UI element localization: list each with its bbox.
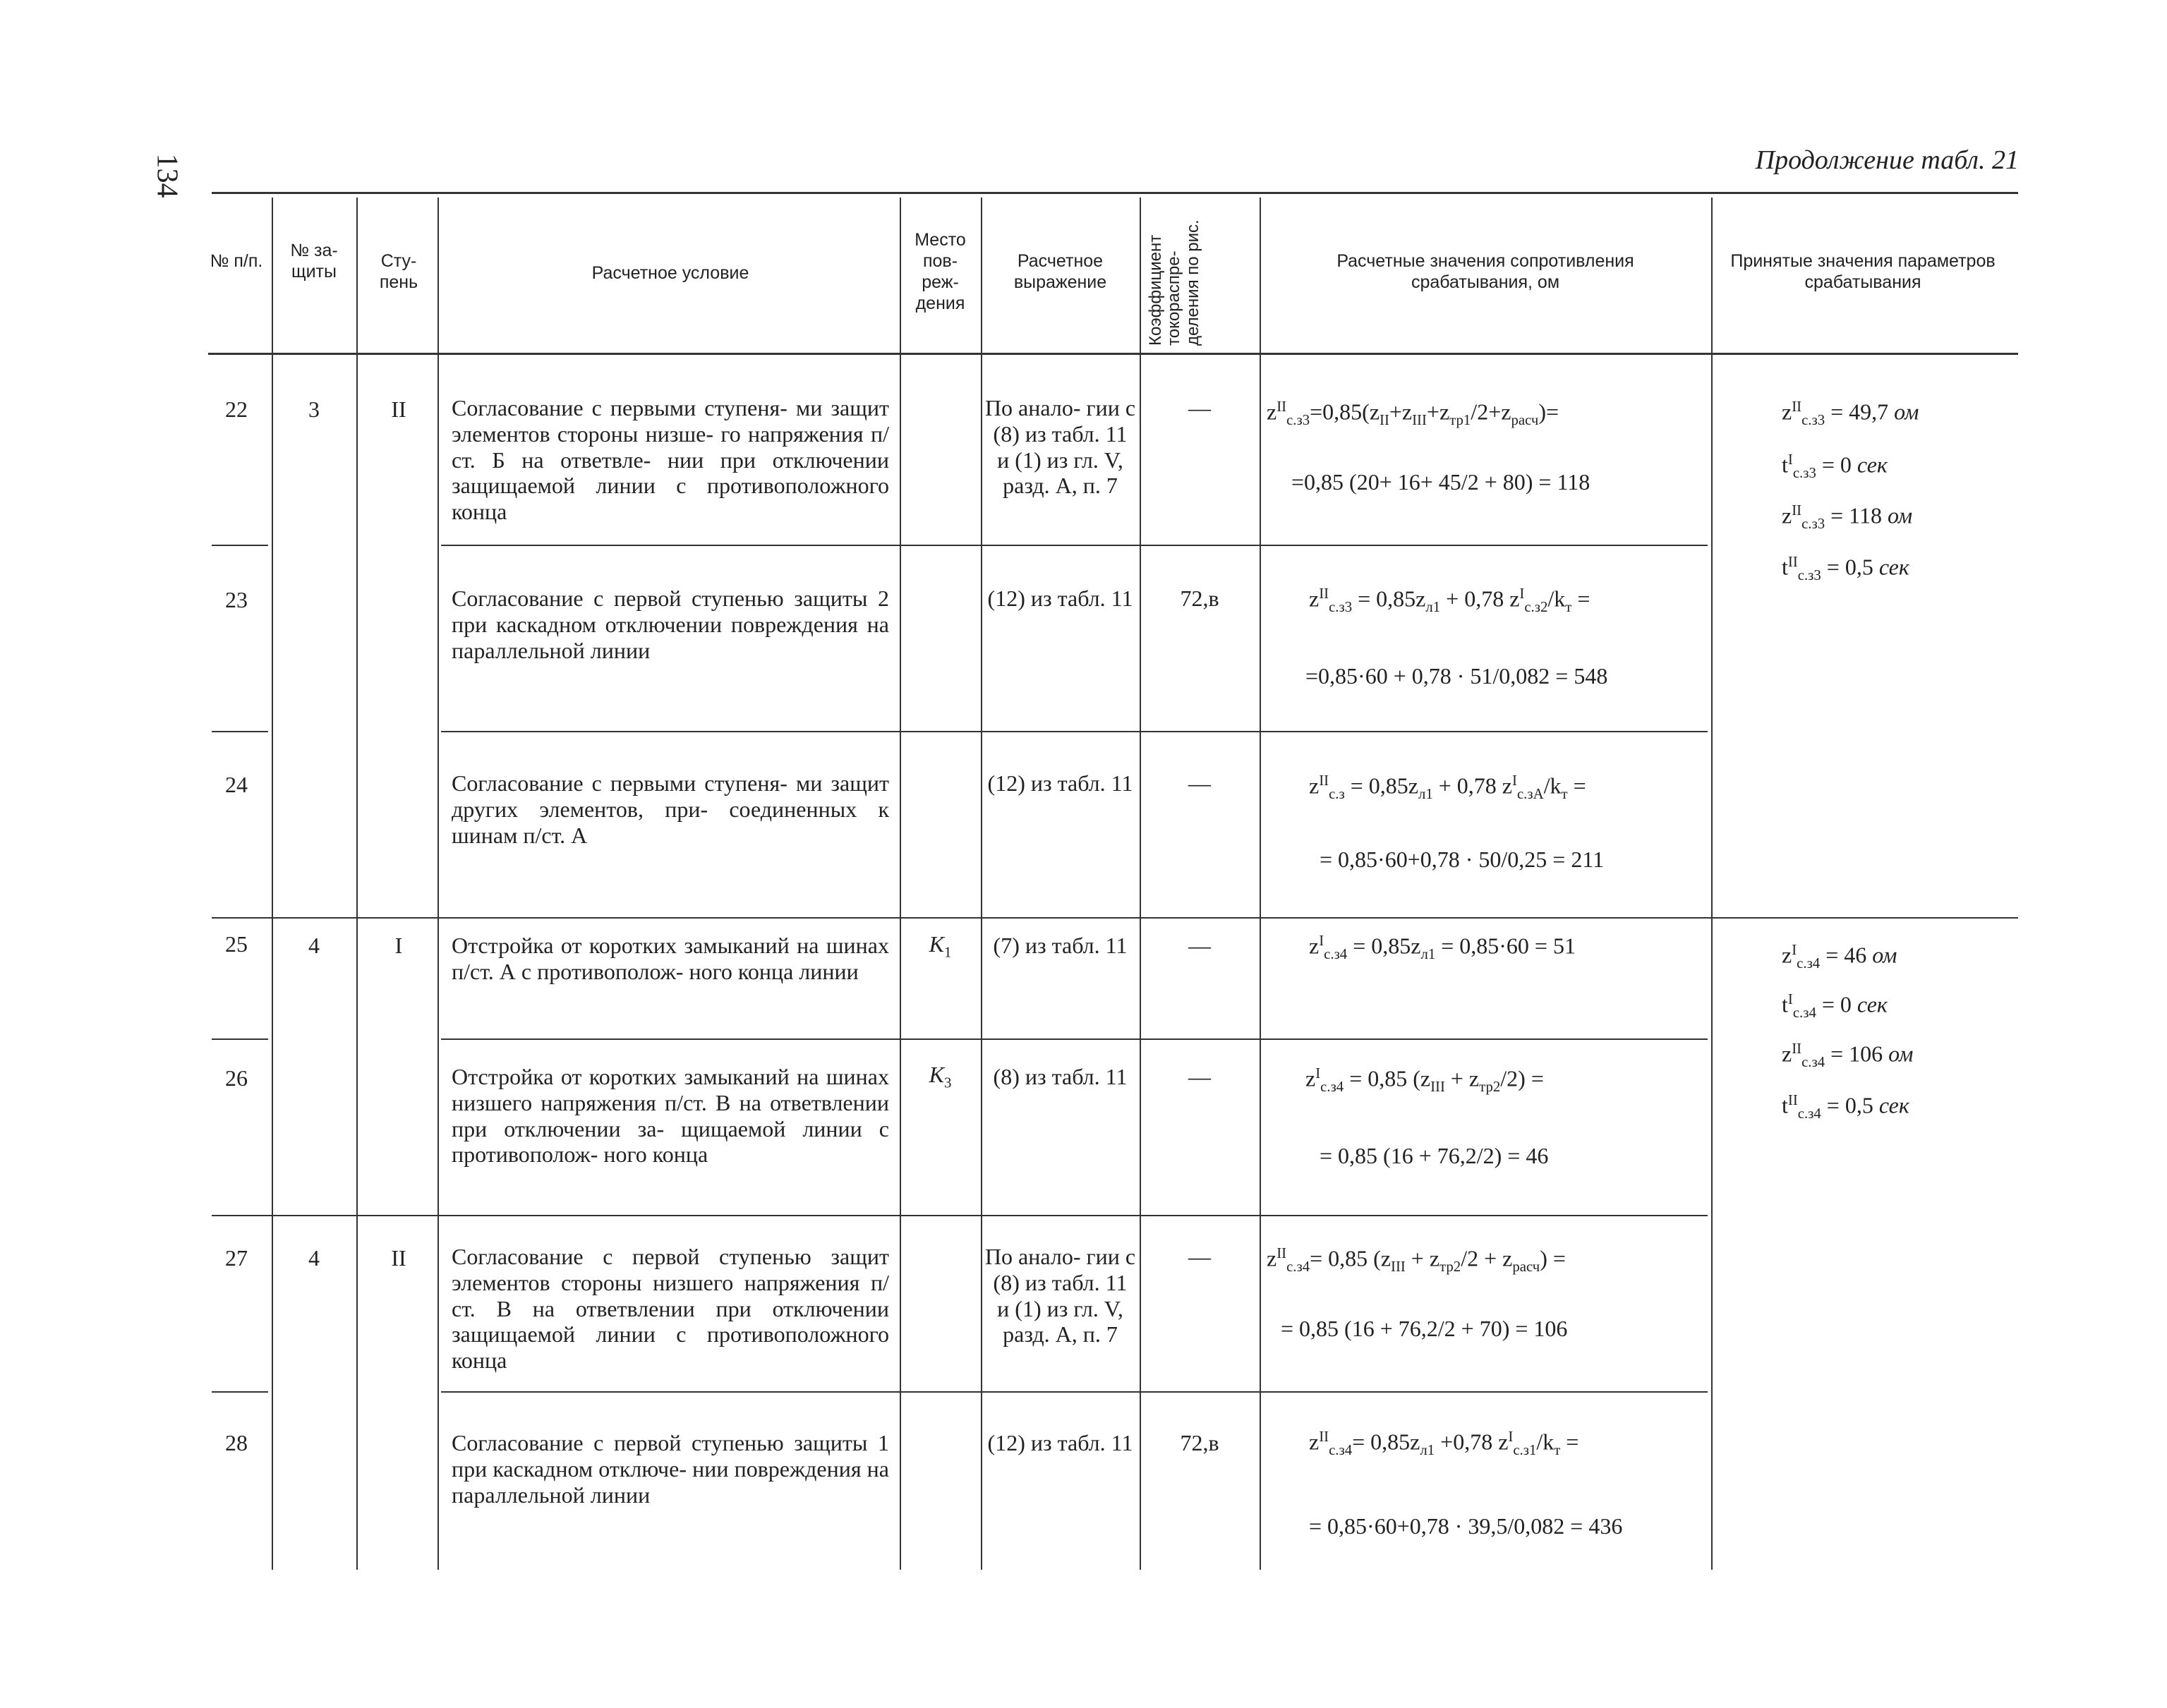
row-22-formula-2: =0,85 (20+ 16+ 45/2 + 80) = 118	[1291, 469, 1590, 495]
row-26-expression: (8) из табл. 11	[993, 1064, 1128, 1089]
row-25-stage: I	[394, 933, 403, 958]
row-25-protection: 4	[308, 933, 320, 958]
row-23-condition: Согласование с первой ступенью защиты 2 при каскадном отключении повреждения на параллельной линии	[452, 586, 889, 663]
row-25-place: $K_1$	[929, 931, 952, 961]
continuation-title: Продолжение табл. 21	[1755, 145, 2019, 175]
row-24-expression: (12) из табл. 11	[987, 770, 1133, 796]
row-separator	[212, 1215, 1708, 1216]
row-separator	[212, 731, 268, 732]
row-23-num: 23	[225, 587, 248, 612]
table-top-rule	[212, 192, 2018, 194]
row-27-coefficient: —	[1188, 1244, 1211, 1269]
row-22-formula-1: $z^{II}_{с.з3}=0,85(z_{II}+z_{III}+z_{тр1}/2+z_{расч})=$	[1267, 399, 1559, 429]
header-num: № п/п.	[210, 251, 263, 271]
col-rule	[1711, 198, 1713, 1570]
header-values: Расчетные значения сопротивления срабатывания, ом	[1336, 251, 1634, 292]
header-stage: Сту- пень	[379, 251, 418, 292]
row-24-num: 24	[225, 772, 248, 797]
row-separator	[212, 545, 268, 546]
row-25-num: 25	[225, 931, 248, 957]
row-separator	[441, 731, 1708, 732]
row-separator	[212, 917, 2018, 919]
row-25-coefficient: —	[1188, 933, 1211, 958]
row-separator	[212, 1391, 268, 1393]
row-26-place: $K_3$	[929, 1062, 952, 1091]
row-26-formula-1: $z^I_{с.з4} = 0,85$ $(z_{III} + z_{тр2}/2)$ =	[1305, 1065, 1544, 1096]
header-coefficient: Коэффициент токораспре- деления по рис.	[1146, 219, 1202, 346]
header-protection: № за- щиты	[290, 241, 338, 281]
col-rule	[437, 198, 439, 1570]
accepted-value: $t^I_{с.з4} = 0$ сек	[1782, 991, 1888, 1022]
row-23-formula-2: =0,85·60 + 0,78 · 51/0,082 = 548	[1305, 663, 1608, 689]
row-28-formula-2: = 0,85·60+0,78 · 39,5/0,082 = 436	[1309, 1513, 1623, 1539]
row-22-condition: Согласование с первыми ступеня- ми защит элементов стороны низше- го напряжения п/ст. Б на ответвле- нии при отключении защищаемой линии с противоположного конца	[452, 395, 889, 525]
row-27-condition: Согласование с первой ступенью защит элементов стороны низшего напряжения п/ст. В на ответвлении при отключении защищаемой линии с противоположного конца	[452, 1244, 889, 1374]
row-22-coefficient: —	[1188, 395, 1211, 420]
accepted-value: $t^{II}_{с.з3} = 0,5$ сек	[1782, 554, 1909, 584]
row-24-formula-2: = 0,85·60+0,78 · 50/0,25 = 211	[1320, 847, 1605, 872]
accepted-value: $z^{II}_{с.з4} = 106$ ом	[1782, 1041, 1914, 1071]
row-24-condition: Согласование с первыми ступеня- ми защит других элементов, при- соединенных к шинам п/ст. А	[452, 770, 889, 848]
row-23-expression: (12) из табл. 11	[987, 586, 1133, 611]
col-rule	[900, 198, 901, 1570]
page-number: 134	[150, 153, 183, 198]
row-27-num: 27	[225, 1245, 248, 1271]
row-27-stage: II	[391, 1245, 406, 1271]
accepted-value: $z^{II}_{с.з3} = 49,7$ ом	[1782, 399, 1919, 429]
col-rule	[981, 198, 982, 1570]
row-25-expression: (7) из табл. 11	[993, 933, 1128, 958]
row-27-protection: 4	[308, 1245, 320, 1271]
accepted-value: $t^I_{с.з3} = 0$ сек	[1782, 452, 1888, 482]
row-separator	[441, 1391, 1708, 1393]
header-accepted: Принятые значения параметров срабатывания	[1730, 251, 1996, 292]
col-rule	[272, 198, 273, 1570]
row-separator	[441, 545, 1708, 546]
row-22-num: 22	[225, 396, 248, 422]
col-rule	[356, 198, 358, 1570]
accepted-value: $t^{II}_{с.з4} = 0,5$ сек	[1782, 1092, 1909, 1122]
row-23-formula-1: $z^{II}_{с.з3} = 0,85z_{л1} + 0,78$ $z^I_{с.з2}/k_т$ =	[1309, 586, 1590, 616]
row-26-num: 26	[225, 1065, 248, 1091]
row-separator	[212, 1038, 268, 1040]
row-25-condition: Отстройка от коротких замыканий на шинах п/ст. А с противополож- ного конца линии	[452, 933, 889, 984]
row-28-num: 28	[225, 1430, 248, 1455]
row-28-formula-1: $z^{II}_{с.з4}= 0,85z_{л1} +0,78$ $z^I_{с.з1}/k_т$ =	[1309, 1429, 1579, 1459]
row-26-coefficient: —	[1188, 1064, 1211, 1089]
accepted-value: $z^{II}_{с.з3} = 118$ ом	[1782, 502, 1913, 533]
row-23-coefficient: 72,в	[1180, 586, 1219, 611]
row-22-expression: По анало- гии с (8) из табл. 11 и (1) из гл. V, разд. А, п. 7	[984, 395, 1136, 499]
row-22-stage: II	[391, 396, 406, 422]
header-expression: Расчетное выражение	[1013, 251, 1107, 292]
row-22-protection: 3	[308, 396, 320, 422]
row-28-expression: (12) из табл. 11	[987, 1430, 1133, 1455]
row-27-formula-1: $z^{II}_{с.з4}= 0,85$ $(z_{III} + z_{тр2}/2 + z_{расч})$ =	[1267, 1245, 1566, 1276]
row-separator	[441, 1038, 1708, 1040]
row-27-formula-2: = 0,85 (16 + 76,2/2 + 70) = 106	[1281, 1316, 1568, 1341]
row-24-coefficient: —	[1188, 770, 1211, 796]
row-26-formula-2: = 0,85 (16 + 76,2/2) = 46	[1320, 1143, 1549, 1168]
col-rule	[1260, 198, 1261, 1570]
header-bottom-rule	[208, 353, 2018, 355]
accepted-value: $z^I_{с.з4} = 46$ ом	[1782, 942, 1897, 972]
row-27-expression: По анало- гии с (8) из табл. 11 и (1) из гл. V, разд. А, п. 7	[984, 1244, 1136, 1347]
row-26-condition: Отстройка от коротких замыканий на шинах низшего напряжения п/ст. В на ответвлении при отключении за- щищаемой линии с противополож- ного конца	[452, 1064, 889, 1168]
row-24-formula-1: $z^{II}_{с.з} = 0,85z_{л1} + 0,78$ $z^I_{с.зА}/k_т$ =	[1309, 773, 1586, 803]
col-rule	[1140, 198, 1141, 1570]
header-place: Место пов- реж- дения	[915, 230, 966, 313]
row-28-coefficient: 72,в	[1180, 1430, 1219, 1455]
header-condition: Расчетное условие	[591, 263, 749, 283]
row-25-formula-1: $z^I_{с.з4} = 0,85z_{л1} = 0,85\cdot 60 = 51$	[1309, 933, 1576, 963]
row-28-condition: Согласование с первой ступенью защиты 1 при каскадном отключе- нии повреждения на параллельной линии	[452, 1430, 889, 1508]
